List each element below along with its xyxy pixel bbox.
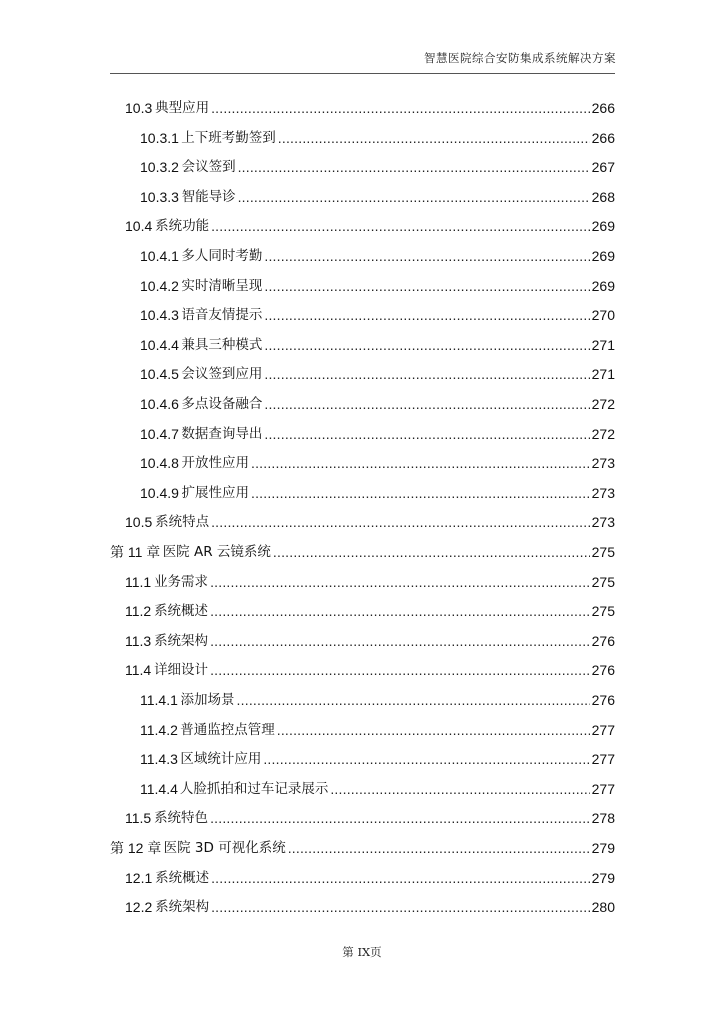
header-rule (110, 73, 615, 74)
toc-entry-page: 270 (591, 307, 615, 324)
toc-dot-leader (211, 217, 590, 235)
toc-entry-title: 实时清晰呈现 (181, 277, 263, 294)
toc-entry-title: 医院 AR 云镜系统 (162, 544, 271, 560)
toc-entry[interactable] (0, 503, 615, 531)
toc-entry-number: 10.4.7 (140, 425, 179, 442)
toc-entry-title: 会议签到应用 (181, 366, 263, 383)
toc-dot-leader (264, 247, 589, 265)
toc-entry-number: 10.3 (125, 100, 153, 116)
toc-entry-number: 10.3.1 (140, 129, 179, 146)
toc-entry-page: 273 (591, 514, 615, 531)
toc-entry-title: 多点设备融合 (181, 396, 263, 412)
toc-entry-page: 269 (591, 248, 615, 264)
toc-dot-leader (210, 573, 590, 591)
toc-dot-leader (273, 543, 590, 561)
toc-entry-page: 266 (591, 129, 615, 146)
toc-dot-leader (330, 780, 589, 798)
toc-entry[interactable] (0, 385, 615, 413)
toc-entry[interactable] (0, 622, 615, 650)
footer-page-number: 第 IX页 (342, 945, 382, 959)
toc-entry-title: 详细设计 (154, 662, 209, 679)
toc-entry[interactable] (0, 651, 615, 679)
toc-entry[interactable] (0, 681, 615, 709)
toc-dot-leader (263, 750, 589, 768)
toc-entry-title: 系统概述 (155, 869, 210, 886)
toc-entry[interactable] (0, 178, 615, 206)
toc-entry-title: 系统功能 (155, 218, 210, 235)
toc-dot-leader (251, 484, 590, 502)
toc-entry-title: 典型应用 (155, 100, 210, 116)
toc-entry[interactable] (0, 829, 615, 857)
toc-dot-leader (211, 99, 590, 117)
toc-entry[interactable] (0, 89, 615, 117)
toc-entry-number: 11.4.3 (140, 751, 178, 768)
toc-entry-page: 272 (591, 425, 615, 442)
toc-dot-leader (288, 839, 590, 857)
toc-entry-number: 11.3 (125, 632, 152, 649)
toc-entry[interactable] (0, 533, 615, 561)
toc-entry-title: 智能导诊 (181, 188, 236, 205)
toc-entry-page: 267 (591, 159, 615, 176)
toc-dot-leader (238, 158, 590, 176)
toc-entry-title: 会议签到 (181, 159, 236, 176)
toc-entry[interactable] (0, 740, 615, 768)
toc-entry-page: 276 (591, 662, 615, 679)
toc-dot-leader (238, 188, 590, 206)
toc-entry-number: 10.4 (125, 218, 153, 235)
toc-entry-number: 10.4.4 (140, 336, 179, 353)
toc-dot-leader (264, 336, 589, 354)
toc-entry-title: 人脸抓拍和过车记录展示 (179, 780, 329, 797)
toc-entry-title: 区域统计应用 (180, 751, 262, 768)
toc-entry-number: 11.1 (125, 573, 152, 590)
toc-entry[interactable] (0, 592, 615, 620)
toc-entry-title: 系统特色 (154, 810, 209, 827)
toc-entry[interactable] (0, 711, 615, 739)
toc-dot-leader (277, 721, 590, 739)
toc-entry-title: 系统概述 (154, 603, 209, 620)
toc-entry-title: 系统架构 (155, 899, 210, 916)
toc-entry-page: 271 (591, 336, 615, 353)
toc-entry-title: 语音友情提示 (181, 307, 263, 324)
toc-entry-page: 269 (591, 277, 615, 294)
toc-entry-page: 277 (591, 721, 615, 738)
toc-entry-page: 278 (591, 810, 615, 827)
toc-entry-page: 276 (591, 692, 615, 708)
toc-entry-title: 普通监控点管理 (180, 721, 275, 738)
toc-entry[interactable] (0, 859, 615, 887)
toc-entry-page: 266 (591, 100, 615, 116)
toc-entry-page: 277 (591, 780, 615, 797)
toc-entry-page: 273 (591, 484, 615, 501)
toc-entry[interactable] (0, 799, 615, 827)
toc-entry-number: 12.2 (125, 899, 153, 916)
toc-dot-leader (211, 898, 590, 916)
toc-entry-page: 279 (591, 840, 615, 856)
toc-entry-page: 279 (591, 869, 615, 886)
toc-entry-page: 275 (591, 544, 615, 560)
toc-entry-title: 医院 3D 可视化系统 (163, 840, 286, 856)
toc-dot-leader (264, 425, 589, 443)
toc-dot-leader (237, 691, 590, 709)
toc-entry-title: 兼具三种模式 (181, 336, 263, 353)
toc-dot-leader (264, 277, 589, 295)
toc-entry-title: 系统架构 (154, 632, 209, 649)
toc-entry-page: 269 (591, 218, 615, 235)
toc-entry[interactable] (0, 207, 615, 235)
toc-entry-number: 11.2 (125, 603, 152, 620)
toc-entry-number: 11.4.1 (140, 692, 178, 708)
toc-entry-number: 10.4.6 (140, 396, 179, 412)
toc-entry-page: 275 (591, 573, 615, 590)
toc-entry-title: 数据查询导出 (181, 425, 263, 442)
toc-entry[interactable] (0, 296, 615, 324)
toc-entry-number: 10.4.9 (140, 484, 179, 501)
toc-entry-title: 开放性应用 (181, 455, 249, 472)
toc-entry-page: 276 (591, 632, 615, 649)
toc-entry-number: 10.4.2 (140, 277, 179, 294)
toc-entry[interactable] (0, 326, 615, 354)
toc-entry[interactable] (0, 237, 615, 265)
toc-entry[interactable] (0, 415, 615, 443)
toc-entry[interactable] (0, 474, 615, 502)
toc-entry-number: 12.1 (125, 869, 153, 886)
toc-entry-number: 10.3.3 (140, 188, 179, 205)
toc-entry[interactable] (0, 119, 615, 147)
toc-dot-leader (264, 365, 589, 383)
toc-entry-number: 10.3.2 (140, 159, 179, 176)
toc-dot-leader (264, 395, 589, 413)
toc-entry-number: 10.4.3 (140, 307, 179, 324)
toc-dot-leader (264, 306, 589, 324)
page-header-title: 智慧医院综合安防集成系统解决方案 (424, 51, 616, 65)
toc-entry[interactable] (0, 355, 615, 383)
toc-dot-leader (210, 661, 590, 679)
toc-entry-number: 11.4.4 (140, 780, 178, 797)
toc-dot-leader (210, 632, 590, 650)
toc-dot-leader (211, 513, 590, 531)
toc-entry-page: 272 (591, 396, 615, 412)
toc-entry-number: 10.4.1 (140, 248, 179, 264)
toc-entry-number: 10.5 (125, 514, 153, 531)
toc-entry-page: 271 (591, 366, 615, 383)
toc-entry-title: 业务需求 (154, 573, 209, 590)
toc-entry-page: 268 (591, 188, 615, 205)
toc-dot-leader (251, 454, 590, 472)
toc-entry-title: 扩展性应用 (181, 484, 249, 501)
toc-entry-page: 277 (591, 751, 615, 768)
toc-entry-number: 10.4.8 (140, 455, 179, 472)
toc-entry-number: 11.4 (125, 662, 152, 679)
toc-entry-title: 添加场景 (180, 692, 235, 708)
toc-entry-title: 上下班考勤签到 (181, 129, 276, 146)
toc-entry-title: 系统特点 (155, 514, 210, 531)
toc-entry-page: 273 (591, 455, 615, 472)
toc-entry-number: 11.5 (125, 810, 152, 827)
toc-entry-page: 275 (591, 603, 615, 620)
toc-entry[interactable] (0, 770, 615, 798)
toc-entry-number: 10.4.5 (140, 366, 179, 383)
toc-entry[interactable] (0, 888, 615, 916)
toc-dot-leader (211, 869, 590, 887)
toc-entry-number: 第 12 章 (110, 840, 162, 856)
toc-entry-number: 第 11 章 (110, 544, 161, 560)
toc-dot-leader (210, 809, 590, 827)
toc-entry-number: 11.4.2 (140, 721, 178, 738)
toc-dot-leader (278, 129, 590, 147)
toc-dot-leader (210, 602, 590, 620)
toc-entry-title: 多人同时考勤 (181, 248, 263, 264)
toc-entry-page: 280 (591, 899, 615, 916)
toc-entry[interactable] (0, 148, 615, 176)
toc-entry[interactable] (0, 267, 615, 295)
toc-entry[interactable] (0, 444, 615, 472)
toc-entry[interactable] (0, 563, 615, 591)
